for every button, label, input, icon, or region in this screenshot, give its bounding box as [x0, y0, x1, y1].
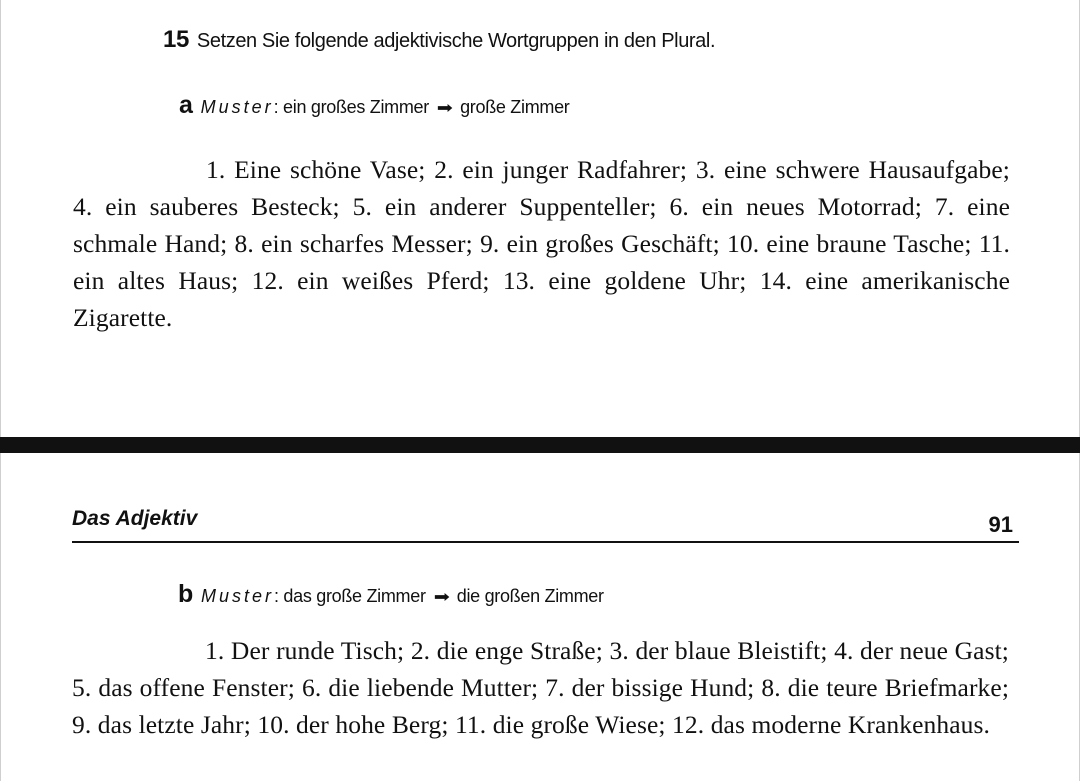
exercise-number: 15 — [163, 26, 189, 53]
page-separator — [0, 437, 1080, 453]
muster-a-example: ein großes Zimmer — [283, 97, 429, 117]
part-a-letter: a — [179, 91, 193, 119]
arrow-icon: ➡ — [436, 100, 453, 117]
muster-a — [179, 91, 570, 120]
part-b-letter: b — [178, 580, 193, 608]
muster-a-label: Muster — [200, 97, 274, 117]
muster-a-result: große Zimmer — [460, 97, 570, 117]
part-a-items: 1. Eine schöne Vase; 2. ein junger Radfahrer; 3. eine schwere Hausaufgabe; 4. ein sauberes Besteck; 5. ein anderer Suppenteller; 6. ein neues Motorrad; 7. eine schmale Hand; 8. ein scharfes Messer; 9. ein großes Geschäft; 10. eine braune Tasche; 11. ein altes Haus; 12. ein weißes Pferd; 13. eine goldene Uhr; 14. eine amerikanische Zigarette. — [73, 155, 1010, 332]
chapter-title: Das Adjektiv — [72, 507, 198, 530]
muster-b-example: das große Zimmer — [283, 586, 426, 606]
exercise-instruction: Setzen Sie folgende adjektivische Wortgruppen in den Plural. — [196, 30, 716, 52]
muster-b-label: Muster — [200, 586, 274, 606]
chapter-header — [72, 503, 1019, 543]
arrow-icon: ➡ — [433, 589, 450, 606]
muster-a-colon: : — [273, 97, 284, 117]
muster-b-colon: : — [274, 586, 284, 606]
page-number: 91 — [988, 512, 1013, 537]
muster-b-result: die großen Zimmer — [456, 586, 604, 606]
exercise-heading — [163, 26, 715, 54]
part-b-items: 1. Der runde Tisch; 2. die enge Straße; 3. der blaue Bleistift; 4. der neue Gast; 5. das offene Fenster; 6. die liebende Mutter; 7. der bissige Hund; 8. die teure Briefmarke; 9. das letzte Jahr; 10. der hohe Berg; 11. die große Wiese; 12. das moderne Krankenhaus. — [72, 636, 1009, 739]
muster-b — [178, 580, 604, 609]
